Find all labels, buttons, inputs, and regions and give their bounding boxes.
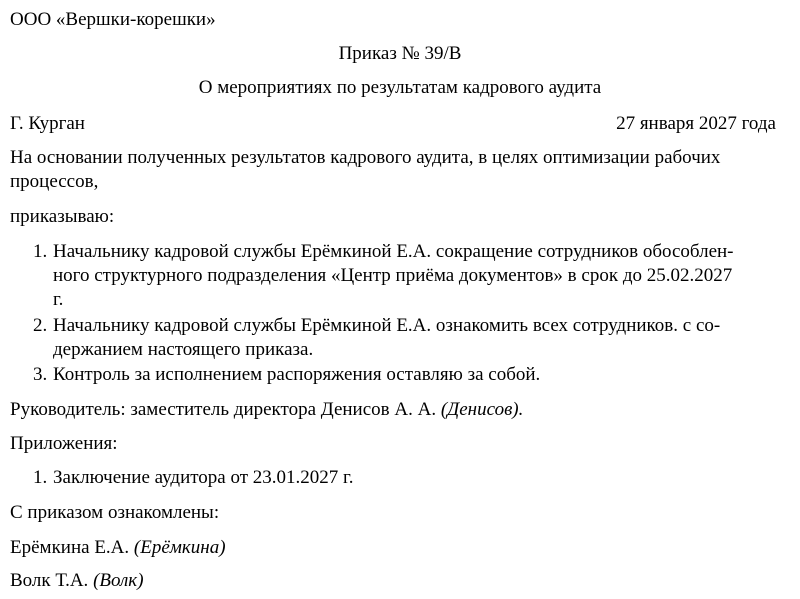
basis-text-line-1: На основании полученных результатов кадрового аудита, в целях оптимизации рабочих: [10, 147, 721, 168]
list-item-number: 1.: [33, 241, 48, 262]
list-item-text-line: Начальнику кадровой службы Ерёмкиной Е.А. ознакомить всех сотрудников. с со-: [53, 315, 721, 336]
order-subject: О мероприятиях по результатам кадрового аудита: [198, 77, 602, 98]
list-item-number: 2.: [33, 315, 48, 336]
city: Г. Курган: [10, 113, 85, 134]
head-signature-line: [10, 399, 523, 421]
person-name: Волк Т.А.: [10, 570, 89, 591]
head-signature: (Денисов).: [440, 399, 524, 420]
list-item-text-line: ного структурного подразделения «Центр приёма документов» в срок до 25.02.2027: [53, 265, 733, 286]
list-item-number: 3.: [33, 364, 48, 385]
head-label: Руководитель: заместитель директора Денисов А. А.: [10, 399, 437, 420]
person-signature: (Ерёмкина): [133, 537, 226, 558]
list-item-number: 1.: [33, 467, 48, 488]
acquainted-label: С приказом ознакомлены:: [10, 502, 220, 523]
list-item-text-line: Заключение аудитора от 23.01.2027 г.: [53, 467, 354, 488]
acquainted-person: [10, 570, 144, 592]
list-item-text-line: Контроль за исполнением распоряжения оставляю за собой.: [53, 364, 541, 385]
organization-name: ООО «Вершки-корешки»: [10, 9, 216, 30]
list-item-text-line: держанием настоящего приказа.: [53, 339, 314, 360]
acquainted-person: [10, 537, 226, 559]
order-word: приказываю:: [10, 206, 115, 227]
list-item-text-line: г.: [53, 289, 64, 310]
order-title: Приказ № 39/В: [338, 43, 462, 64]
attachments-label: Приложения:: [10, 433, 118, 454]
order-date: 27 января 2027 года: [616, 113, 776, 134]
person-name: Ерёмкина Е.А.: [10, 537, 130, 558]
person-signature: (Волк): [93, 570, 144, 591]
basis-text-line-2: процессов,: [10, 171, 99, 192]
list-item-text-line: Начальнику кадровой службы Ерёмкиной Е.А. сокращение сотрудников обособлен-: [53, 241, 734, 262]
